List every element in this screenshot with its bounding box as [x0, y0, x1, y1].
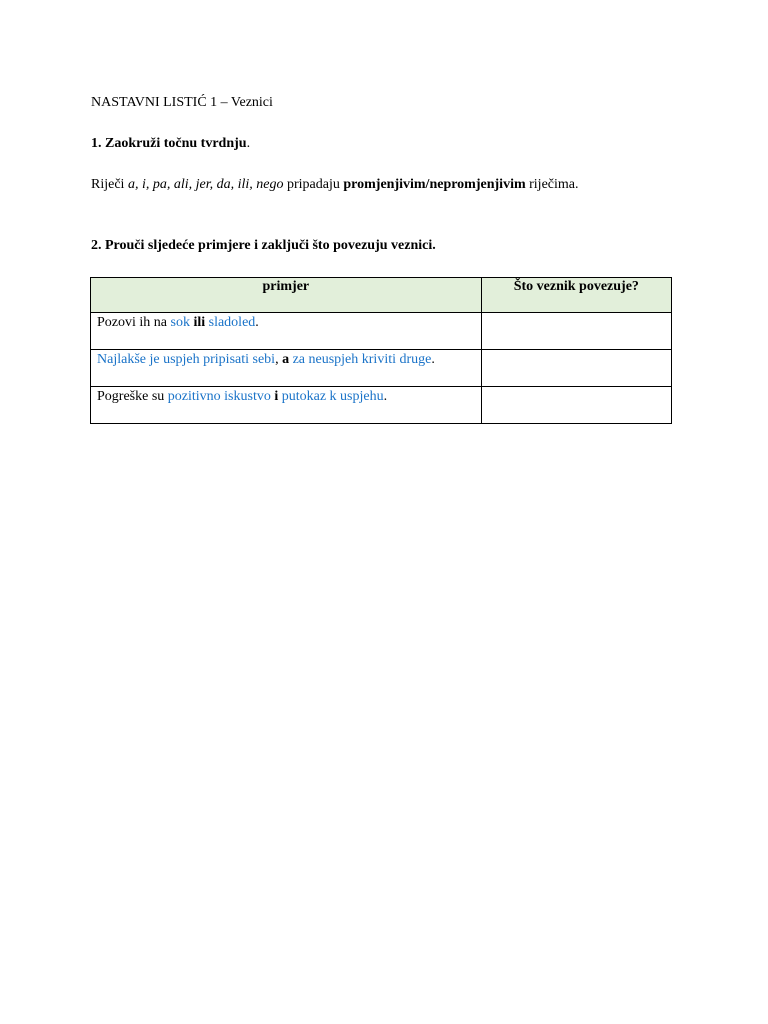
example-part-2: putokaz k uspjehu [281, 389, 384, 404]
table-row [91, 350, 672, 387]
statement-prefix: Riječi [91, 177, 128, 192]
statement-word-list: a, i, pa, ali, jer, da, ili, nego [127, 177, 284, 192]
table-row [91, 313, 672, 350]
example-part-2: za neuspjeh kriviti druge [292, 352, 432, 367]
example-lead: Pogreške su [97, 389, 168, 404]
header-sto-veznik-povezuje: Što veznik povezuje? [481, 278, 671, 313]
example-lead: Pozovi ih na [97, 315, 171, 330]
task-1-heading-text: 1. Zaokruži točnu tvrdnju [91, 136, 247, 151]
table-row [91, 387, 672, 424]
example-end: . [255, 315, 259, 330]
example-end: . [383, 389, 388, 404]
example-cell [91, 387, 482, 424]
example-cell [91, 350, 482, 387]
answer-cell[interactable] [481, 387, 671, 424]
example-part-2: sladoled [208, 315, 256, 330]
example-part-1: Najlakše je uspjeh pripisati sebi [97, 352, 276, 367]
statement-suffix: riječima. [525, 177, 579, 192]
example-end: . [431, 352, 435, 367]
example-conjunction: ili [193, 315, 206, 330]
example-cell [91, 313, 482, 350]
example-conjunction: a [282, 352, 290, 367]
statement-choice[interactable]: promjenjivim/nepromjenjivim [343, 177, 526, 192]
header-primjer: primjer [91, 278, 482, 313]
example-conjunction: i [274, 389, 279, 404]
table-header-row [91, 278, 672, 313]
example-part-1: sok [170, 315, 190, 330]
example-part-1: pozitivno iskustvo [167, 389, 271, 404]
task-1-heading [91, 135, 250, 153]
task-1-heading-period: . [246, 136, 251, 151]
answer-cell[interactable] [481, 313, 671, 350]
task-2-heading: 2. Prouči sljedeće primjere i zaključi što povezuju veznici. [91, 238, 436, 253]
examples-table [90, 277, 672, 424]
page-title: NASTAVNI LISTIĆ 1 – Veznici [91, 95, 273, 110]
task-1-statement [91, 176, 579, 194]
statement-middle: pripadaju [283, 177, 344, 192]
example-separator: , [275, 352, 283, 367]
answer-cell[interactable] [481, 350, 671, 387]
